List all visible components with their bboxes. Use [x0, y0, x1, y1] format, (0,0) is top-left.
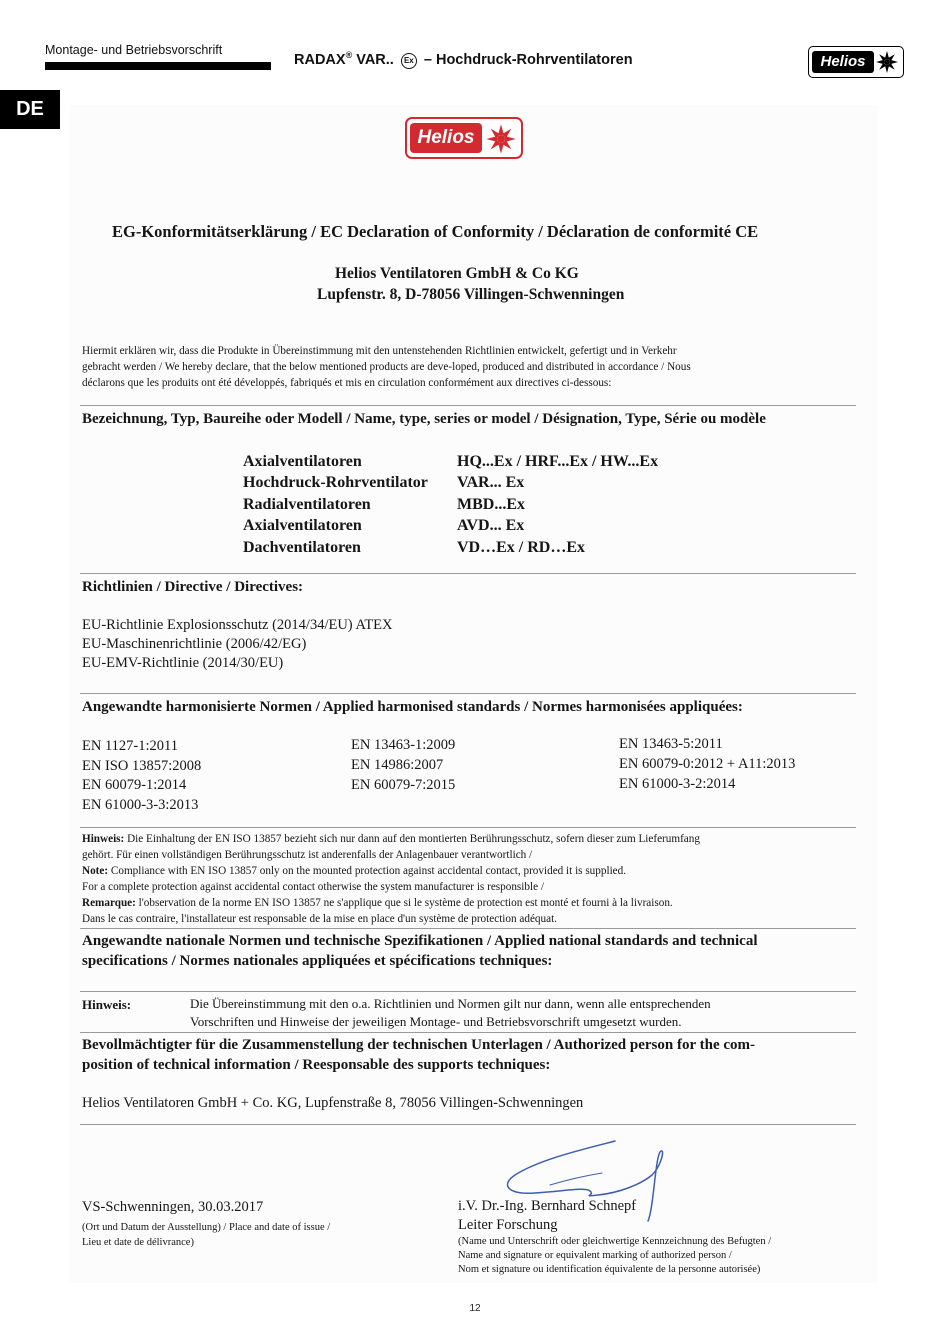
hinweis-text: gehört. Für einen vollständigen Berührungsschutz ist anderenfalls der Anlagenbauer verantwortlich / — [82, 849, 533, 861]
registered-mark: ® — [345, 50, 353, 60]
divider — [80, 827, 856, 828]
page-title — [294, 50, 633, 69]
signatory-caption: (Name und Unterschrift oder gleichwertige Kennzeichnung des Befugten / — [458, 1236, 772, 1247]
standard-item: EN 60079-0:2012 + A11:2013 — [619, 756, 796, 772]
place-date-caption: (Ort und Datum der Ausstellung) / Place and date of issue / — [82, 1222, 331, 1233]
divider — [80, 405, 856, 406]
certificate-logo — [405, 117, 523, 159]
company-name: Helios Ventilatoren GmbH & Co KG — [335, 265, 579, 282]
authorized-heading: position of technical information / Reesponsable des supports techniques: — [82, 1057, 551, 1073]
language-tab: DE — [0, 90, 60, 129]
standard-item: EN 60079-7:2015 — [351, 777, 456, 793]
divider — [80, 1032, 856, 1033]
title-prefix: RADAX — [294, 51, 346, 68]
standard-item: EN 1127-1:2011 — [82, 738, 178, 754]
signatory-name: i.V. Dr.-Ing. Bernhard Schnepf — [458, 1198, 637, 1214]
hinweis-text: Vorschriften und Hinweise der jeweiligen Montage- und Betriebsvorschrift umgesetzt wurden. — [190, 1014, 682, 1029]
note-label: Note: — [82, 865, 109, 877]
place-date-caption: Lieu et date de délivrance) — [82, 1237, 194, 1248]
helios-logo — [808, 46, 904, 78]
certificate-logo-text: Helios — [410, 123, 482, 153]
national-standards-heading: specifications / Normes nationales appliquées et spécifications techniques: — [82, 953, 553, 969]
fan-icon — [485, 123, 517, 155]
standards-heading: Angewandte harmonisierte Normen / Applied harmonised standards / Normes harmonisées appliquées: — [82, 699, 743, 715]
divider — [80, 928, 856, 929]
intro-line: déclarons que les produits ont été développés, fabriqués et mis en circulation conformément aux directives ci-dessous: — [82, 377, 612, 389]
intro-line: Hiermit erklären wir, dass die Produkte in Übereinstimmung mit den untenstehenden Richtlinien entwickelt, gefertigt und in Verkehr — [82, 345, 677, 357]
hinweis-label: Hinweis: — [82, 997, 132, 1012]
note-text: Compliance with EN ISO 13857 only on the mounted protection against accidental contact, provided it is supplied. — [108, 865, 627, 877]
product-name: Axialventilatoren — [243, 517, 362, 534]
signatory-caption: Name and signature or equivalent marking of authorized person / — [458, 1250, 732, 1261]
remarque-text: l'observation de la norme EN ISO 13857 ne s'applique que si le système de protection est monté et fourni à la livraison. — [135, 897, 673, 909]
document-type-label: Montage- und Betriebsvorschrift — [45, 43, 223, 57]
product-name: Radialventilatoren — [243, 496, 371, 513]
remarque-text: Dans le cas contraire, l'installateur est responsable de la mise en place d'un système de protection adéquat. — [82, 913, 557, 925]
standard-item: EN ISO 13857:2008 — [82, 758, 202, 774]
fan-icon — [875, 50, 899, 74]
remarque-label: Remarque: — [82, 897, 136, 909]
title-model: VAR.. — [352, 51, 394, 68]
company-address: Lupfenstr. 8, D-78056 Villingen-Schwenningen — [317, 286, 625, 303]
standard-item: EN 13463-1:2009 — [351, 737, 456, 753]
divider — [80, 1124, 856, 1125]
product-type: MBD...Ex — [457, 496, 525, 513]
directive-item: EU-EMV-Richtlinie (2014/30/EU) — [82, 655, 284, 671]
signatory-caption: Nom et signature ou identification équivalente de la personne autorisée) — [458, 1264, 761, 1275]
product-type: AVD... Ex — [457, 517, 525, 534]
place-date: VS-Schwenningen, 30.03.2017 — [82, 1199, 264, 1215]
header-rule — [45, 62, 271, 70]
product-name: Hochdruck-Rohrventilator — [243, 474, 428, 491]
page-number: 12 — [469, 1303, 481, 1314]
title-suffix: – Hochdruck-Rohrventilatoren — [423, 51, 633, 68]
directive-item: EU-Richtlinie Explosionsschutz (2014/34/EU) ATEX — [82, 617, 393, 633]
hinweis-text: Die Übereinstimmung mit den o.a. Richtlinien und Normen gilt nur dann, wenn alle entsprechenden — [190, 996, 711, 1011]
standard-item: EN 13463-5:2011 — [619, 736, 723, 752]
product-type: VAR... Ex — [457, 474, 525, 491]
hinweis-text: Die Einhaltung der EN ISO 13857 bezieht sich nur dann auf den montierten Berührungsschutz, sofern dieser zum Lieferumfang — [124, 833, 700, 845]
hinweis-label: Hinweis: — [82, 833, 125, 845]
standard-item: EN 61000-3-2:2014 — [619, 776, 736, 792]
standard-item: EN 14986:2007 — [351, 757, 444, 773]
signatory-role: Leiter Forschung — [458, 1217, 558, 1233]
national-standards-heading: Angewandte nationale Normen und technische Spezifikationen / Applied national standards and technical — [82, 933, 758, 949]
product-name: Axialventilatoren — [243, 453, 362, 470]
product-type: HQ...Ex / HRF...Ex / HW...Ex — [457, 453, 659, 470]
designation-heading: Bezeichnung, Typ, Baureihe oder Modell / Name, type, series or model / Désignation, Type, Série ou modèle — [82, 411, 766, 427]
divider — [80, 693, 856, 694]
divider — [80, 991, 856, 992]
authorized-address: Helios Ventilatoren GmbH + Co. KG, Lupfenstraße 8, 78056 Villingen-Schwenningen — [82, 1095, 584, 1111]
helios-logo-text: Helios — [812, 51, 874, 73]
certificate-title: EG-Konformitätserklärung / EC Declaration of Conformity / Déclaration de conformité CE — [112, 222, 759, 241]
authorized-heading: Bevollmächtigter für die Zusammenstellung der technischen Unterlagen / Authorized person for the com- — [82, 1037, 756, 1053]
ex-mark-icon: Ex — [401, 53, 417, 69]
product-name: Dachventilatoren — [243, 539, 361, 556]
divider — [80, 573, 856, 574]
remarque-line — [82, 895, 673, 911]
standard-item: EN 60079-1:2014 — [82, 777, 187, 793]
hinweis-note — [82, 831, 700, 847]
standard-item: EN 61000-3-3:2013 — [82, 797, 199, 813]
intro-line: gebracht werden / We hereby declare, that the below mentioned products are deve-loped, produced and distributed in accordance / Nous — [82, 361, 691, 373]
directives-heading: Richtlinien / Directive / Directives: — [82, 579, 304, 595]
product-type: VD…Ex / RD…Ex — [457, 539, 586, 556]
note-line — [82, 863, 626, 879]
note-text: For a complete protection against accidental contact otherwise the system manufacturer is responsible / — [82, 881, 544, 893]
directive-item: EU-Maschinenrichtlinie (2006/42/EG) — [82, 636, 307, 652]
